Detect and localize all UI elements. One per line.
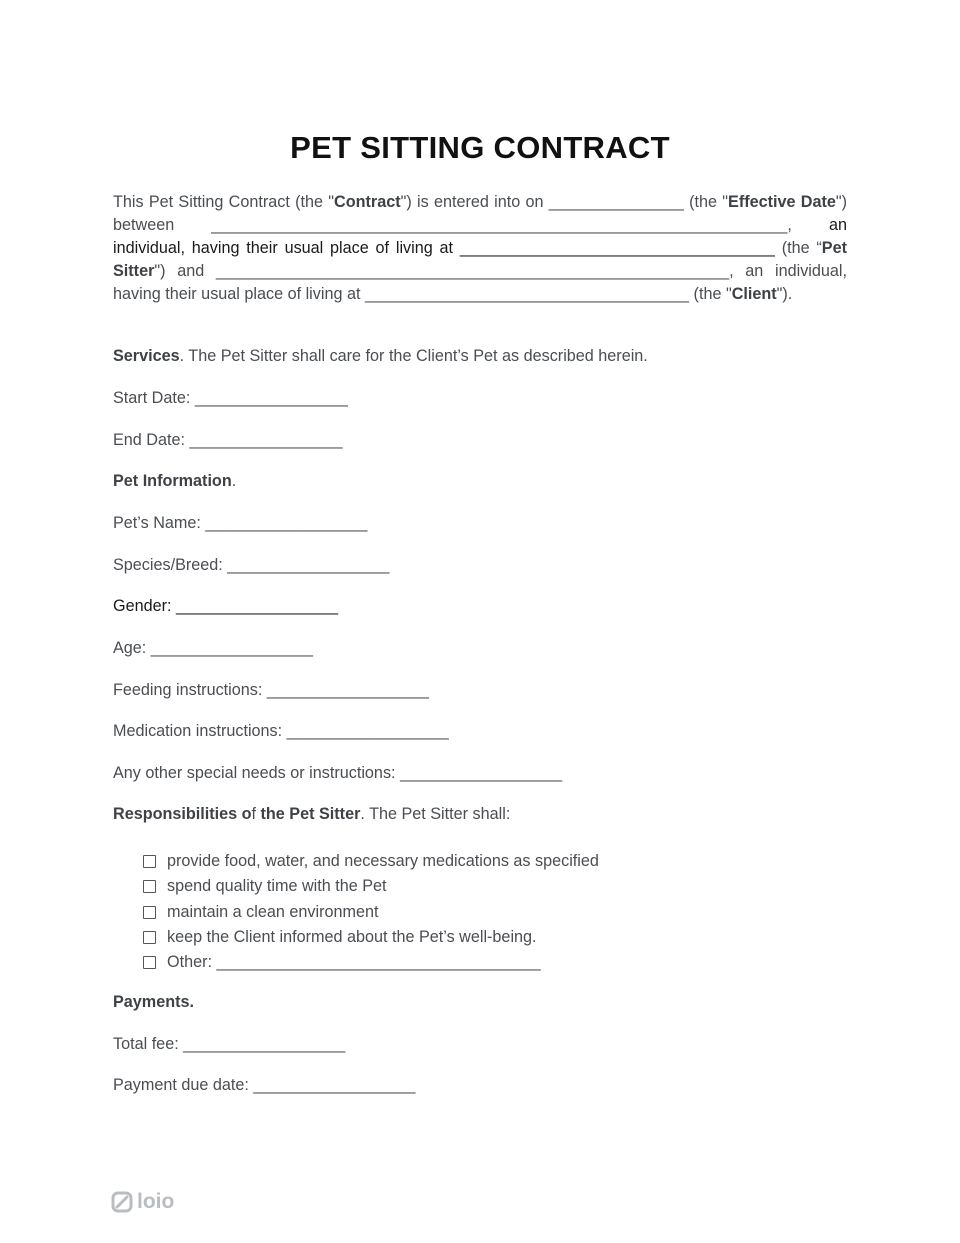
checkbox[interactable] bbox=[143, 956, 156, 969]
services-text: . The Pet Sitter shall care for the Client’s Pet as described herein. bbox=[179, 347, 648, 365]
pets-name-field: Pet’s Name: __________________ bbox=[113, 514, 368, 532]
contract-term: Contract bbox=[334, 193, 401, 211]
checklist-item bbox=[143, 874, 599, 899]
checklist-item bbox=[143, 849, 599, 874]
checkbox[interactable] bbox=[143, 931, 156, 944]
intro-text: "). bbox=[776, 285, 793, 303]
responsibilities-heading: Responsibilities o bbox=[113, 805, 252, 823]
effective-date-term: Effective Date bbox=[728, 193, 836, 211]
end-date-field: End Date: _________________ bbox=[113, 431, 343, 449]
checklist-item bbox=[143, 925, 599, 950]
checklist-item-label: provide food, water, and necessary medications as specified bbox=[167, 852, 599, 871]
client-term: Client bbox=[731, 285, 777, 303]
pet-information-heading: Pet Information bbox=[113, 472, 232, 490]
checklist-item-label: keep the Client informed about the Pet’s well-being. bbox=[167, 928, 537, 947]
loio-logo-text: loio bbox=[137, 1190, 175, 1213]
checklist-item-label: Other: ____________________________________ bbox=[167, 953, 541, 972]
responsibilities-text: . The Pet Sitter shall: bbox=[360, 805, 511, 823]
intro-text: ") between ________________________________________________________________, bbox=[113, 193, 848, 234]
pet-sitter-term: Pet Sitter bbox=[113, 239, 847, 280]
responsibilities-heading-rest: the Pet Sitter bbox=[256, 805, 361, 823]
responsibilities-section bbox=[113, 805, 510, 824]
loio-logo-icon bbox=[111, 1191, 133, 1213]
checkbox[interactable] bbox=[143, 880, 156, 893]
pet-information-suffix: . bbox=[231, 472, 237, 490]
services-heading: Services bbox=[113, 347, 180, 365]
checkbox[interactable] bbox=[143, 855, 156, 868]
total-fee-field: Total fee: __________________ bbox=[113, 1035, 346, 1053]
payment-due-date-field: Payment due date: __________________ bbox=[113, 1076, 416, 1094]
intro-text: This Pet Sitting Contract (the " bbox=[113, 193, 335, 211]
age-field: Age: __________________ bbox=[113, 639, 313, 657]
intro-text: ") and _________________________________________________________, an individual, having their usual place of living at ____________________________________ (the " bbox=[113, 262, 847, 303]
intro-text: an individual, having their usual place of living at ___________________________________ bbox=[113, 216, 847, 257]
services-section bbox=[113, 347, 648, 366]
special-needs-field: Any other special needs or instructions: __________________ bbox=[113, 764, 563, 782]
pet-information-section bbox=[113, 472, 236, 491]
payments-heading: Payments. bbox=[113, 993, 194, 1011]
feeding-instructions-field: Feeding instructions: __________________ bbox=[113, 681, 429, 699]
document-title: PET SITTING CONTRACT bbox=[290, 130, 670, 165]
checklist-item-label: spend quality time with the Pet bbox=[167, 877, 387, 896]
start-date-field: Start Date: _________________ bbox=[113, 389, 348, 407]
checkbox[interactable] bbox=[143, 906, 156, 919]
responsibilities-checklist bbox=[143, 849, 599, 975]
checklist-item-label: maintain a clean environment bbox=[167, 902, 379, 921]
payments-section bbox=[113, 993, 194, 1012]
intro-text: ") is entered into on _______________ (the " bbox=[400, 193, 729, 211]
intro-paragraph bbox=[113, 191, 847, 306]
checklist-item bbox=[143, 900, 599, 925]
medication-instructions-field: Medication instructions: __________________ bbox=[113, 722, 449, 740]
species-breed-field: Species/Breed: __________________ bbox=[113, 556, 390, 574]
loio-logo bbox=[111, 1190, 174, 1214]
gender-field: Gender: __________________ bbox=[113, 597, 339, 615]
intro-text: (the “ bbox=[774, 239, 822, 257]
responsibilities-heading-letter: f bbox=[251, 805, 257, 823]
checklist-item bbox=[143, 950, 599, 975]
